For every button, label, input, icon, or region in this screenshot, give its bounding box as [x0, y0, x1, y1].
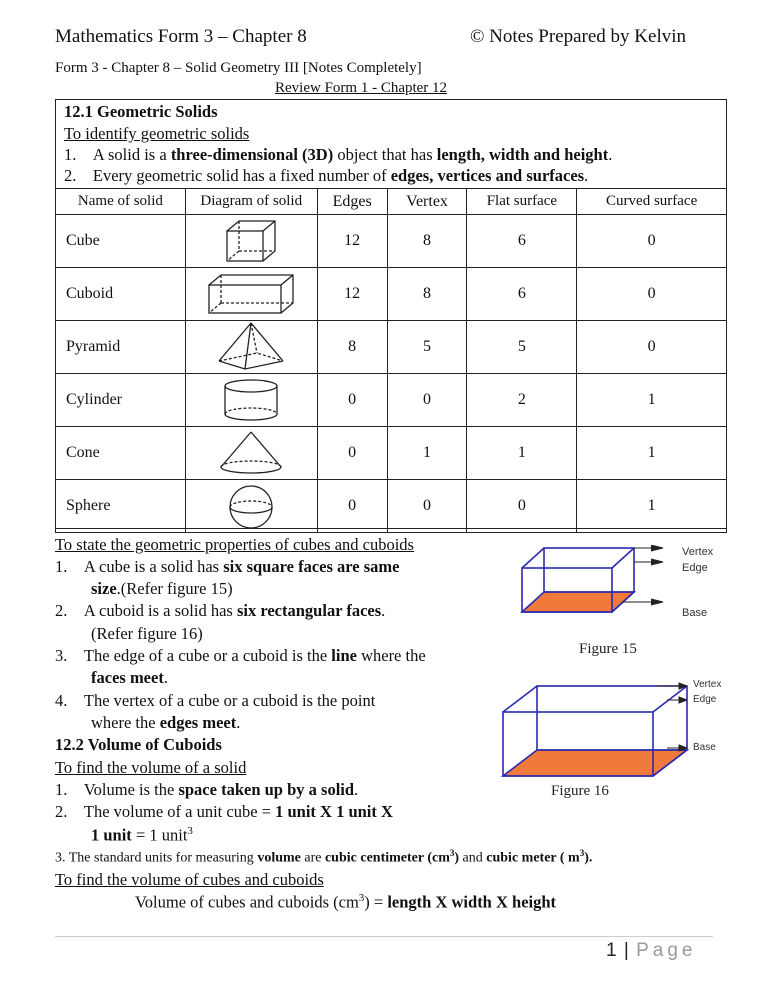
solid-name: Sphere: [56, 480, 186, 533]
solid-name: Cuboid: [56, 268, 186, 321]
page-number: 1: [606, 940, 618, 961]
cube-back-face: [544, 548, 634, 592]
col-header-edges: Edges: [317, 189, 387, 215]
page-word: Page: [636, 940, 697, 961]
table-row: [56, 480, 727, 533]
property-2-cont: (Refer figure 16): [91, 624, 203, 643]
flat-value: 1: [467, 427, 577, 480]
volume-point-1: 1. Volume is the space taken up by a solid.: [55, 780, 359, 799]
vertex-value: 8: [387, 268, 467, 321]
page-indicator: [606, 940, 696, 962]
volume-point-2-cont: 1 unit = 1 unit$^3$: [91, 825, 193, 845]
section2-title: 12.2 Volume of Cuboids: [55, 735, 222, 754]
volume-point-3: 3. The standard units for measuring volume are cubic centimeter $(cm^3)$ and cubic meter ( $m^3$).: [55, 848, 593, 866]
geometric-solids-box: [55, 99, 727, 529]
fig15-label-vertex: Vertex: [682, 546, 714, 558]
volume-point-2: 2. The volume of a unit cube = 1 unit X 1 unit X: [55, 802, 393, 821]
edges-value: 0: [317, 480, 387, 533]
col-header-diagram: Diagram of solid: [185, 189, 317, 215]
flat-value: 0: [467, 480, 577, 533]
cone-icon: [211, 429, 291, 477]
footer-divider: [55, 936, 713, 937]
flat-value: 6: [467, 268, 577, 321]
curved-value: 1: [577, 427, 727, 480]
curved-value: 1: [577, 374, 727, 427]
header-left: Mathematics Form 3 – Chapter 8: [55, 26, 307, 47]
curved-value: 0: [577, 321, 727, 374]
edges-value: 8: [317, 321, 387, 374]
figure-16-arrows: [657, 682, 687, 757]
flat-value: 6: [467, 215, 577, 268]
solid-name: Cylinder: [56, 374, 186, 427]
curved-value: 1: [577, 480, 727, 533]
property-2: 2. A cuboid is a solid has six rectangular faces.: [55, 601, 386, 620]
page-separator: |: [623, 940, 630, 961]
section2-subheading: To find the volume of a solid: [55, 758, 247, 777]
pyramid-icon: [211, 321, 291, 373]
solids-table: [55, 188, 727, 533]
subtitle-line1: Form 3 - Chapter 8 – Solid Geometry III [Notes Completely]: [55, 60, 422, 76]
fig16-label-vertex: Vertex: [693, 679, 722, 690]
col-header-name: Name of solid: [56, 189, 186, 215]
sphere-icon: [211, 482, 291, 530]
col-header-vertex: Vertex: [387, 189, 467, 215]
fig16-label-edge: Edge: [693, 694, 717, 705]
solid-name: Cube: [56, 215, 186, 268]
flat-value: 5: [467, 321, 577, 374]
section1-title: 12.1 Geometric Solids: [64, 102, 218, 121]
subtitle-line2: Review Form 1 - Chapter 12: [275, 80, 448, 96]
table-header-row: [56, 189, 727, 215]
edges-value: 12: [317, 268, 387, 321]
figure-15-arrows: [651, 545, 665, 615]
solid-name: Pyramid: [56, 321, 186, 374]
figure-16-caption: Figure 16: [551, 783, 609, 799]
property-1: 1. A cube is a solid has six square faces are same: [55, 557, 400, 576]
vertex-value: 8: [387, 215, 467, 268]
edges-value: 12: [317, 215, 387, 268]
header-right: © Notes Prepared by Kelvin: [470, 26, 686, 47]
property-4-cont: where the edges meet.: [91, 713, 241, 732]
table-row: [56, 268, 727, 321]
solid-diagram: [185, 321, 317, 374]
table-row: [56, 215, 727, 268]
curved-value: 0: [577, 215, 727, 268]
fig15-label-base: Base: [682, 607, 708, 619]
property-4: 4. The vertex of a cube or a cuboid is the point: [55, 691, 376, 710]
solid-diagram: [185, 480, 317, 533]
solid-diagram: [185, 374, 317, 427]
edges-value: 0: [317, 374, 387, 427]
property-3-cont: faces meet.: [91, 668, 168, 687]
section2-subheading2: To find the volume of cubes and cuboids: [55, 870, 324, 889]
flat-value: 2: [467, 374, 577, 427]
cylinder-icon: [211, 376, 291, 424]
vertex-value: 0: [387, 374, 467, 427]
property-1-cont: size.(Refer figure 15): [91, 579, 233, 598]
properties-heading: To state the geometric properties of cubes and cuboids: [55, 535, 414, 554]
cuboid-icon: [201, 271, 301, 317]
fig16-label-base: Base: [693, 742, 716, 753]
section1-point1: 1. A solid is a three-dimensional (3D) object that has length, width and height.: [64, 145, 613, 164]
curved-value: 0: [577, 268, 727, 321]
vertex-value: 1: [387, 427, 467, 480]
property-3: 3. The edge of a cube or a cuboid is the line where the: [55, 646, 426, 665]
volume-formula: Volume of cubes and cuboids $(cm^3)$ = length X width X height: [135, 892, 557, 912]
vertex-value: 5: [387, 321, 467, 374]
section1-subheading: To identify geometric solids: [64, 124, 250, 143]
figure-15-caption: Figure 15: [579, 641, 637, 657]
solid-diagram: [185, 427, 317, 480]
table-row: [56, 374, 727, 427]
fig15-label-edge: Edge: [682, 562, 708, 574]
cube-icon: [211, 217, 291, 265]
solid-name: Cone: [56, 427, 186, 480]
table-row: [56, 321, 727, 374]
col-header-flat: Flat surface: [467, 189, 577, 215]
col-header-curved: Curved surface: [577, 189, 727, 215]
solid-diagram: [185, 215, 317, 268]
solid-diagram: [185, 268, 317, 321]
table-row: [56, 427, 727, 480]
edges-value: 0: [317, 427, 387, 480]
section1-point2: 2. Every geometric solid has a fixed number of edges, vertices and surfaces.: [64, 166, 589, 185]
vertex-value: 0: [387, 480, 467, 533]
